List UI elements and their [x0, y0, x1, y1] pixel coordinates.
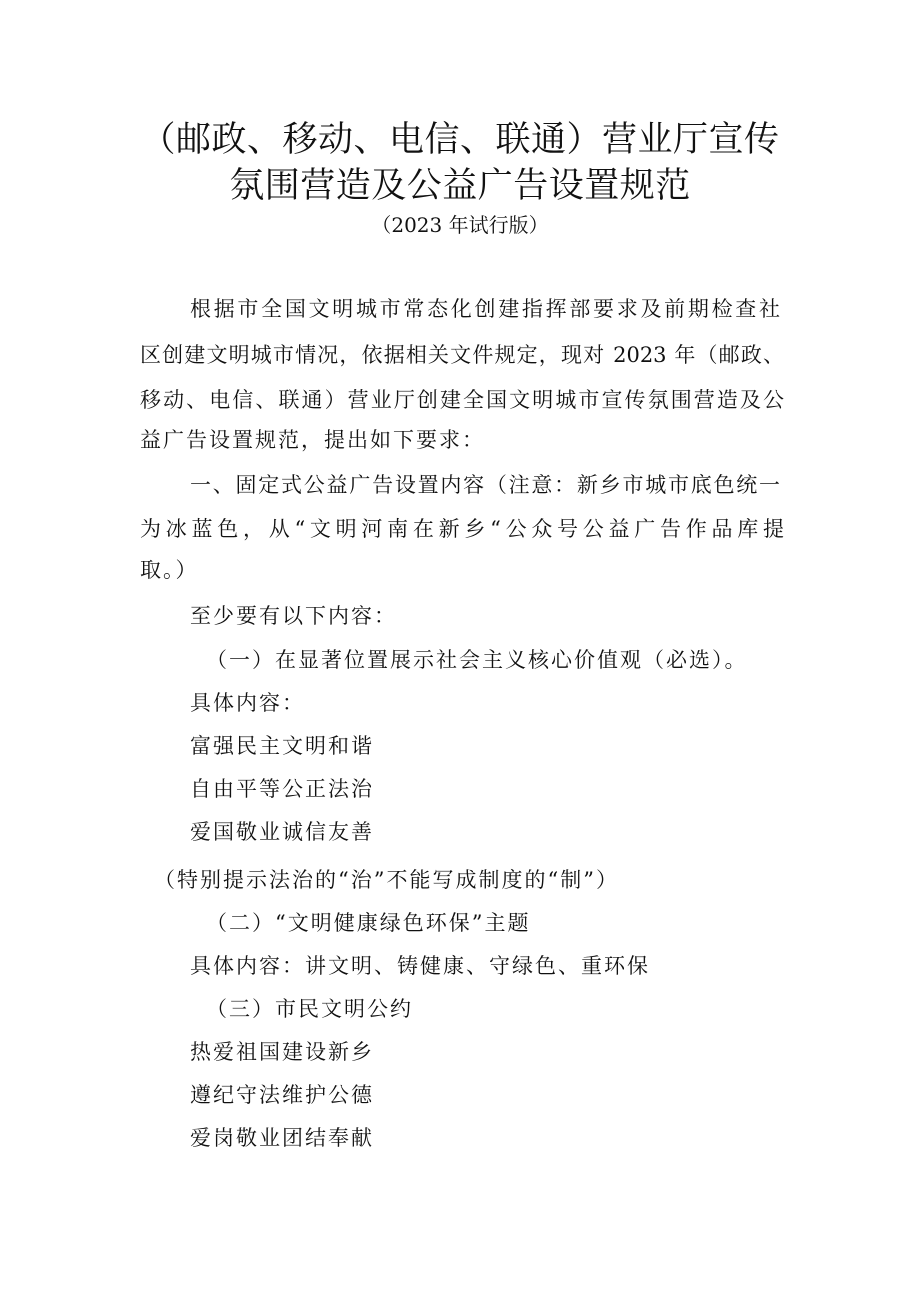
core-value-line-1: 富强民主文明和谐 [190, 734, 374, 758]
intro-line-2: 区创建文明城市情况，依据相关文件规定，现对 2023 年（邮政、 [140, 343, 784, 367]
item-1-note: （特别提示法治的“治”不能写成制度的“制”） [154, 868, 619, 892]
section-1-line-2: 为冰蓝色，从“文明河南在新乡“公众号公益广告作品库提 [140, 517, 784, 541]
item-1-content-label: 具体内容： [190, 691, 305, 715]
core-value-line-2: 自由平等公正法治 [190, 777, 374, 801]
core-value-line-3: 爱国敬业诚信友善 [190, 820, 374, 844]
intro-line-4: 益广告设置规范，提出如下要求： [140, 428, 485, 452]
convention-line-1: 热爱祖国建设新乡 [190, 1040, 374, 1064]
convention-line-3: 爱岗敬业团结奉献 [190, 1126, 374, 1150]
intro-line-1: 根据市全国文明城市常态化创建指挥部要求及前期检查社 [190, 297, 780, 321]
convention-line-2: 遵纪守法维护公德 [190, 1083, 374, 1107]
item-2-content: 具体内容：讲文明、铸健康、守绿色、重环保 [190, 954, 650, 978]
item-1-heading: （一）在显著位置展示社会主义核心价值观（必选）。 [206, 648, 748, 672]
item-2-heading: （二）“文明健康绿色环保”主题 [206, 911, 531, 935]
section-1-line-3: 取。） [140, 558, 199, 582]
section-1-line-1: 一、固定式公益广告设置内容（注意：新乡市城市底色统一 [190, 473, 780, 497]
at-least-label: 至少要有以下内容： [190, 604, 397, 628]
document-subtitle: （2023 年试行版） [371, 213, 549, 237]
intro-line-3: 移动、电信、联通）营业厅创建全国文明城市宣传氛围营造及公 [140, 388, 784, 412]
document-title-line-1: （邮政、移动、电信、联通）营业厅宣传 [140, 120, 780, 160]
document-title-line-2: 氛围营造及公益广告设置规范 [229, 166, 691, 206]
item-3-heading: （三）市民文明公约 [206, 997, 413, 1021]
